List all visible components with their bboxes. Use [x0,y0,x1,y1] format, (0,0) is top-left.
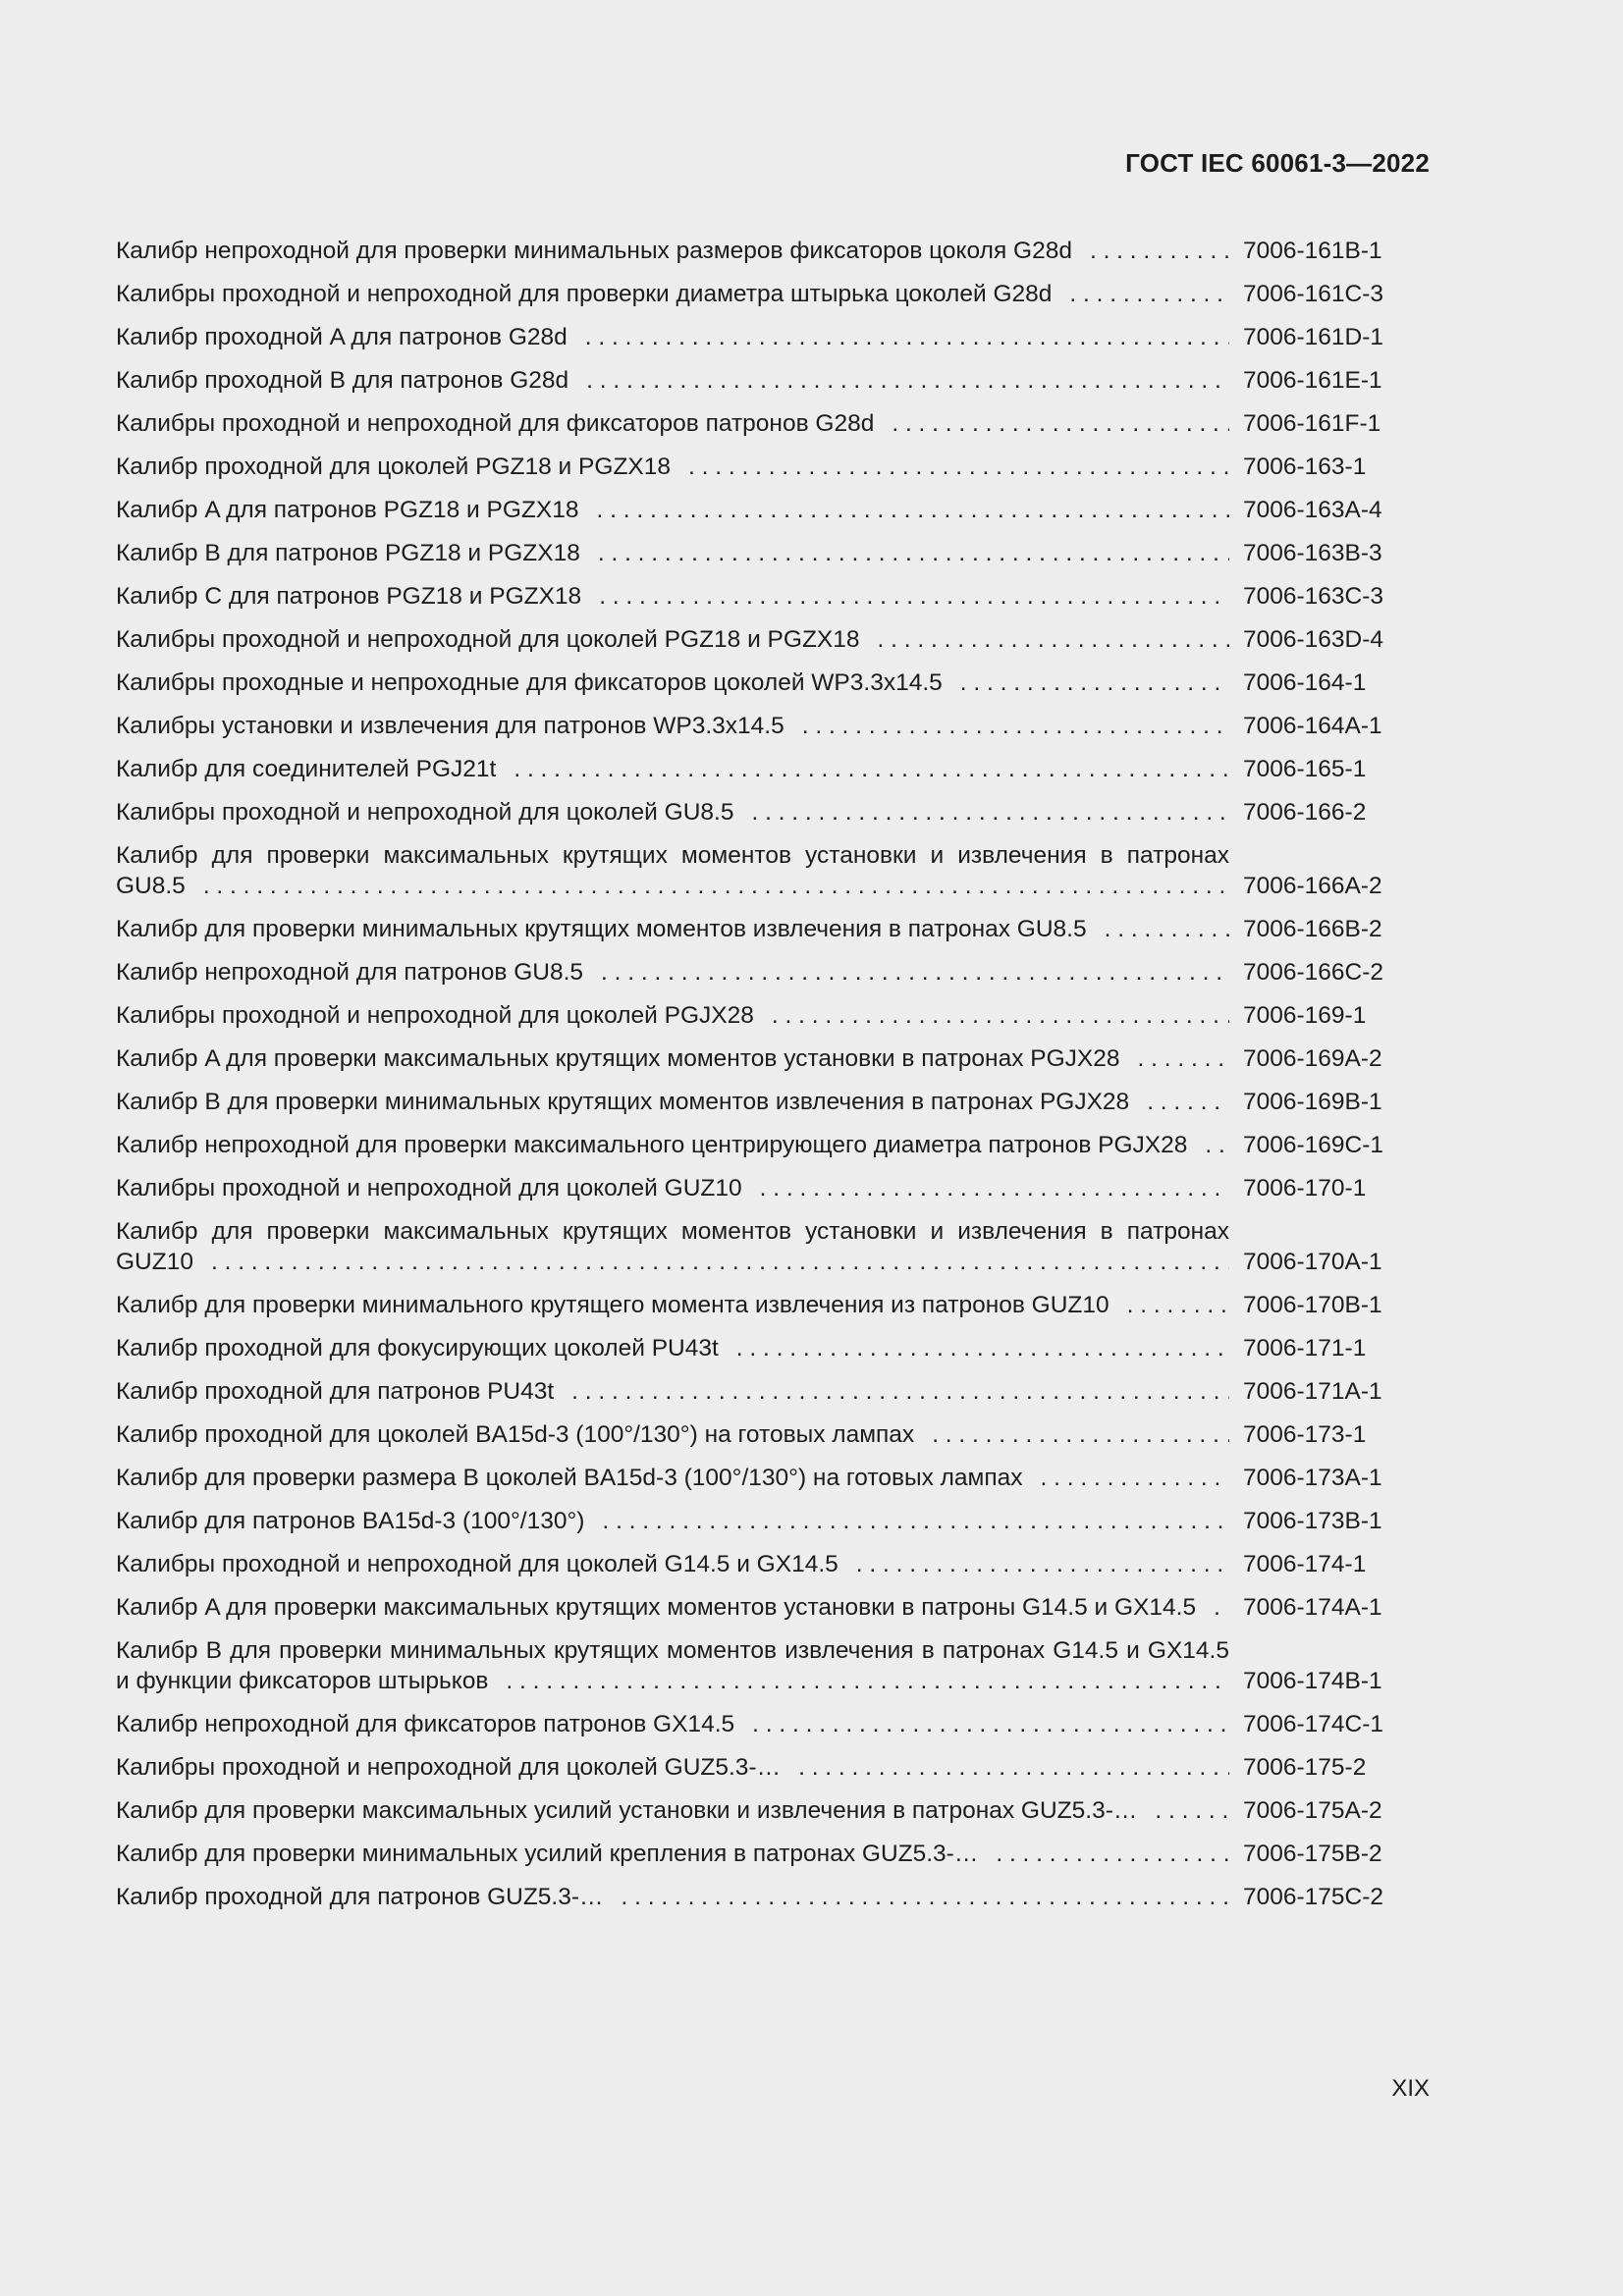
toc-entry-title: Калибр B для проверки минимальных крутящих моментов извлечения в патронах PGJX28 [116,1089,1137,1115]
toc-entry-code: 7006-163C-3 [1229,581,1383,612]
toc-entry-title: Калибр A для патронов PGZ18 и PGZX18 [116,497,586,523]
toc-entry-title: Калибр A для проверки максимальных крутящих моментов установки в патронах PGJX28 [116,1045,1128,1072]
toc-entry-code: 7006-163A-4 [1229,495,1382,525]
toc-entry-code: 7006-174-1 [1229,1549,1366,1579]
toc-entry [116,748,1412,791]
toc-entry-code: 7006-163-1 [1229,452,1366,482]
toc-entry-title: Калибры проходной и непроходной для фиксаторов патронов G28d [116,410,882,437]
toc-entry [116,575,1412,618]
toc-entry-title: Калибр проходной для патронов PU43t [116,1378,562,1405]
toc-entry-code: 7006-165-1 [1229,754,1366,784]
document-standard-header: ГОСТ IEC 60061-3—2022 [1125,148,1430,178]
toc-entry-code: 7006-170-1 [1229,1173,1366,1203]
toc-entry-title: Калибр C для патронов PGZ18 и PGZX18 [116,583,589,610]
toc-entry-title: Калибр непроходной для патронов GU8.5 [116,959,591,986]
toc-entry-code: 7006-171A-1 [1229,1376,1382,1407]
toc-entry [116,994,1412,1038]
toc-entry-title: Калибр B для патронов PGZ18 и PGZX18 [116,540,588,566]
toc-entry-title: Калибры проходной и непроходной для цоколей GUZ5.3-… [116,1754,788,1781]
toc-entry [116,1703,1412,1746]
toc-entry-code: 7006-164A-1 [1229,711,1382,741]
toc-entry-code: 7006-175C-2 [1229,1882,1383,1912]
toc-entry-title: Калибр для проверки максимальных крутящих моментов установки и извлечения в патронах GUZ10 [116,1218,1229,1275]
toc-entry-code: 7006-173B-1 [1229,1506,1382,1536]
toc-entry-code: 7006-175B-2 [1229,1839,1382,1869]
toc-entry [116,532,1412,575]
toc-entry-title: Калибр непроходной для проверки максимального центрирующего диаметра патронов PGJX28 [116,1132,1195,1158]
toc-entry-title: Калибр для проверки минимальных крутящих моментов извлечения в патронах GU8.5 [116,916,1095,942]
toc-entry-code: 7006-169C-1 [1229,1130,1383,1160]
toc-entry [116,273,1412,316]
toc-entry-code: 7006-169A-2 [1229,1043,1382,1074]
toc-entry-code: 7006-161E-1 [1229,365,1382,396]
toc-entry-code: 7006-173A-1 [1229,1463,1382,1493]
toc-entry-code: 7006-174A-1 [1229,1592,1382,1623]
toc-entry-code: 7006-166A-2 [1229,871,1382,901]
toc-entry-title: Калибр для соединителей PGJ21t [116,756,504,782]
toc-entry-title: Калибр проходной для фокусирующих цоколей PU43t [116,1335,727,1362]
toc-entry [116,230,1412,273]
toc-entry-code: 7006-175-2 [1229,1752,1366,1783]
toc-entry [116,1167,1412,1210]
toc-entry-title: Калибр непроходной для фиксаторов патронов GX14.5 [116,1711,742,1737]
toc-entry [116,1876,1412,1919]
toc-entry [116,1500,1412,1543]
toc-entry [116,1284,1412,1327]
toc-entry-code: 7006-161C-3 [1229,279,1383,309]
toc-entry-title: Калибры установки и извлечения для патронов WP3.3x14.5 [116,713,792,739]
toc-entry-title: Калибр проходной A для патронов G28d [116,324,575,350]
toc-entry-code: 7006-169B-1 [1229,1087,1382,1117]
toc-entry-code: 7006-166B-2 [1229,914,1382,944]
toc-entry-title: Калибры проходной и непроходной для цоколей GUZ10 [116,1175,750,1201]
table-of-contents [116,230,1412,1919]
toc-entry [116,834,1412,908]
toc-entry-title: Калибр проходной для патронов GUZ5.3-… [116,1884,612,1910]
toc-entry [116,402,1412,446]
toc-entry [116,662,1412,705]
toc-entry-code: 7006-170A-1 [1229,1247,1382,1277]
toc-entry [116,1457,1412,1500]
toc-entry-title: Калибр непроходной для проверки минимальных размеров фиксаторов цоколя G28d [116,238,1080,264]
toc-entry [116,1586,1412,1629]
toc-entry-code: 7006-161D-1 [1229,322,1383,352]
toc-entry-title: Калибры проходной и непроходной для цоколей G14.5 и GX14.5 [116,1551,846,1577]
toc-entry-title: Калибр для проверки максимальных усилий установки и извлечения в патронах GUZ5.3-… [116,1797,1145,1824]
toc-entry [116,1746,1412,1789]
toc-entry-code: 7006-174C-1 [1229,1709,1383,1739]
toc-entry [116,791,1412,834]
toc-entry [116,705,1412,748]
toc-entry [116,618,1412,662]
toc-entry-code: 7006-166-2 [1229,797,1366,828]
toc-entry-title: Калибры проходной и непроходной для цоколей GU8.5 [116,799,741,826]
toc-entry-title: Калибр B для проверки минимальных крутящих моментов извлечения в патронах G14.5 и GX14.5 и функции фиксаторов штырьков [116,1637,1229,1694]
toc-entry-code: 7006-171-1 [1229,1333,1366,1363]
toc-entry [116,1370,1412,1414]
toc-entry [116,316,1412,359]
toc-entry-title: Калибр A для проверки максимальных крутящих моментов установки в патроны G14.5 и GX14.5 [116,1594,1204,1621]
toc-entry [116,489,1412,532]
toc-entry [116,1414,1412,1457]
toc-entry-code: 7006-164-1 [1229,667,1366,698]
toc-entry [116,1789,1412,1833]
toc-entry [116,1038,1412,1081]
toc-entry-title: Калибр для проверки минимального крутящего момента извлечения из патронов GUZ10 [116,1292,1117,1318]
toc-entry [116,1629,1412,1703]
toc-entry-title: Калибры проходной и непроходной для цоколей PGJX28 [116,1002,762,1029]
toc-entry [116,1081,1412,1124]
toc-entry-code: 7006-166C-2 [1229,957,1383,988]
toc-entry-code: 7006-169-1 [1229,1000,1366,1031]
toc-entry-code: 7006-163D-4 [1229,624,1383,655]
toc-entry [116,951,1412,994]
toc-entry [116,1327,1412,1370]
toc-entry-title: Калибры проходной и непроходной для цоколей PGZ18 и PGZX18 [116,626,868,653]
toc-entry-title: Калибр проходной для цоколей BA15d-3 (100°/130°) на готовых лампах [116,1421,922,1448]
toc-entry-title: Калибр проходной для цоколей PGZ18 и PGZX18 [116,454,678,480]
toc-entry-title: Калибр проходной B для патронов G28d [116,367,576,394]
toc-entry [116,1543,1412,1586]
toc-entry-title: Калибр для проверки минимальных усилий крепления в патронах GUZ5.3-… [116,1841,986,1867]
toc-entry-code: 7006-175A-2 [1229,1795,1382,1826]
toc-entry-code: 7006-161B-1 [1229,236,1382,266]
toc-entry-title: Калибры проходные и непроходные для фиксаторов цоколей WP3.3x14.5 [116,669,950,696]
toc-entry-code: 7006-170B-1 [1229,1290,1382,1320]
toc-entry-code: 7006-173-1 [1229,1419,1366,1450]
toc-entry [116,1210,1412,1284]
toc-entry-code: 7006-161F-1 [1229,408,1380,439]
toc-entry-title: Калибр для патронов BA15d-3 (100°/130°) [116,1508,592,1534]
toc-entry [116,908,1412,951]
toc-entry [116,359,1412,402]
toc-entry-title: Калибр для проверки размера B цоколей BA15d-3 (100°/130°) на готовых лампах [116,1465,1031,1491]
toc-entry-code: 7006-174B-1 [1229,1666,1382,1696]
toc-entry [116,1124,1412,1167]
toc-entry-code: 7006-163B-3 [1229,538,1382,568]
toc-entry-title: Калибры проходной и непроходной для проверки диаметра штырька цоколей G28d [116,281,1059,307]
page-number: XIX [1391,2075,1430,2102]
toc-entry [116,1833,1412,1876]
toc-entry-title: Калибр для проверки максимальных крутящих моментов установки и извлечения в патронах GU8.5 [116,842,1229,899]
toc-entry [116,446,1412,489]
